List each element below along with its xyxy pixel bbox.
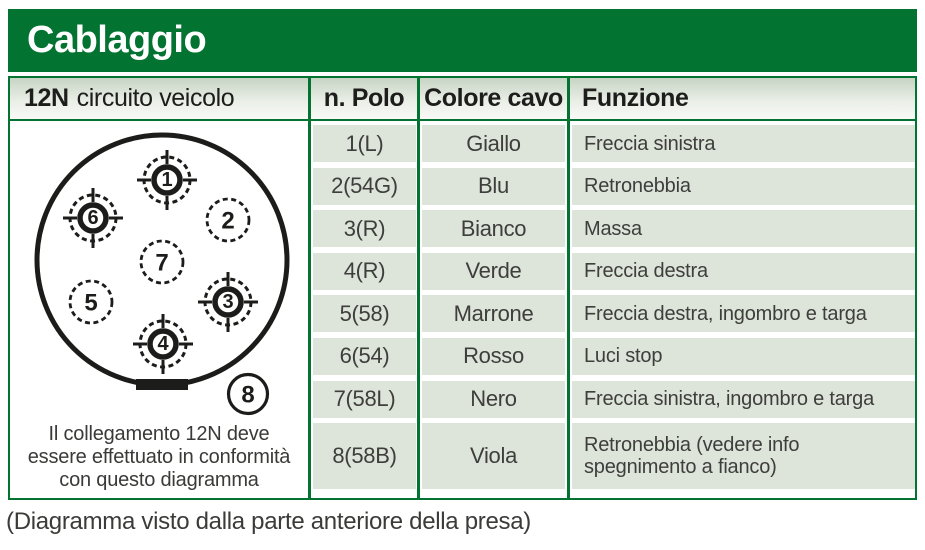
cell-text: 7(58L) — [333, 386, 396, 412]
pin-2 — [207, 199, 249, 241]
table-cell-funzione — [572, 338, 915, 375]
pin-number: 3 — [222, 291, 234, 313]
diagram-note-line: essere effettuato in conformità — [27, 446, 291, 468]
column-header-colore: Colore cavo — [424, 84, 563, 112]
pin-1 — [137, 150, 197, 210]
pin-3 — [198, 272, 258, 332]
header-circuit-code: 12N — [24, 84, 69, 112]
cell-text: 3(R) — [343, 215, 386, 241]
cell-text: 5(58) — [339, 300, 390, 326]
pin-number: 7 — [155, 249, 169, 277]
table-cell-polo — [313, 125, 416, 162]
table-cell-colore — [422, 168, 565, 205]
table-cell-funzione — [572, 253, 915, 290]
table-cell-funzione — [572, 210, 915, 247]
cell-text: Freccia sinistra — [584, 132, 716, 155]
table-cell-colore — [422, 253, 565, 290]
footer-caption: (Diagramma visto dalla parte anteriore della presa) — [6, 508, 531, 535]
pin-number: 1 — [161, 169, 173, 191]
cell-text: Bianco — [460, 215, 527, 241]
pin-6 — [63, 188, 123, 248]
cell-text: 8(58B) — [332, 443, 397, 469]
cell-text: Retronebbia (vedere info spegnimento a fianco) — [584, 434, 800, 479]
cell-text: 2(54G) — [331, 173, 398, 199]
table-cell-colore — [422, 210, 565, 247]
table-cell-polo — [313, 423, 416, 489]
table-cell-polo — [313, 210, 416, 247]
table-cell-colore — [422, 125, 565, 162]
table-cell-polo — [313, 168, 416, 205]
pin-7 — [141, 241, 183, 283]
header-circuit-label: circuito veicolo — [76, 84, 235, 112]
cell-text: Rosso — [463, 343, 524, 369]
table-cell-polo — [313, 295, 416, 332]
cell-text: Retronebbia — [584, 175, 691, 198]
cell-text: Freccia destra — [584, 260, 708, 283]
column-polo — [313, 125, 416, 489]
socket-keyway-notch — [136, 379, 188, 390]
cell-text: 6(54) — [339, 343, 390, 369]
header-circuit — [10, 78, 308, 119]
pin-number: 8 — [241, 381, 255, 409]
table-cell-funzione — [572, 168, 915, 205]
pin-number: 2 — [221, 207, 235, 235]
table-cell-polo — [313, 253, 416, 290]
cell-text: Viola — [469, 443, 518, 469]
wiring-table — [8, 76, 917, 500]
column-funzione — [572, 125, 915, 489]
cell-text: Luci stop — [584, 345, 663, 368]
cell-text: Verde — [465, 258, 522, 284]
cell-text: Nero — [470, 386, 517, 412]
pin-number: 4 — [157, 333, 169, 355]
cell-text: Freccia sinistra, ingombro e targa — [584, 388, 874, 411]
cell-text: 4(R) — [343, 258, 386, 284]
table-cell-funzione — [572, 295, 915, 332]
table-inner — [10, 78, 915, 498]
title-bar — [8, 9, 917, 72]
column-header-funzione: Funzione — [582, 84, 689, 112]
column-divider — [417, 78, 420, 498]
cell-text: Freccia destra, ingombro e targa — [584, 302, 867, 325]
cell-text: Marrone — [453, 300, 534, 326]
table-cell-colore — [422, 295, 565, 332]
table-cell-funzione — [572, 381, 915, 418]
table-cell-funzione — [572, 423, 915, 489]
connector-diagram-cell — [10, 121, 308, 498]
cell-text: Blu — [478, 173, 509, 199]
table-cell-polo — [313, 381, 416, 418]
table-cell-colore — [422, 338, 565, 375]
cell-text: Giallo — [466, 130, 521, 156]
column-divider — [308, 78, 311, 498]
column-header-polo: n. Polo — [323, 84, 405, 112]
pin-number: 5 — [84, 289, 98, 317]
diagram-note-line: con questo diagramma — [59, 469, 259, 491]
cell-text: 1(L) — [345, 130, 384, 156]
table-cell-polo — [313, 338, 416, 375]
pin-5 — [70, 281, 112, 323]
column-colore — [422, 125, 565, 489]
pin-8 — [229, 375, 268, 414]
table-cell-funzione — [572, 125, 915, 162]
diagram-note — [10, 423, 308, 492]
diagram-note-line: Il collegamento 12N deve — [48, 423, 270, 445]
connector-diagram — [10, 123, 308, 423]
cell-text: Massa — [584, 217, 642, 240]
table-cell-colore — [422, 381, 565, 418]
page-title: Cablaggio — [27, 19, 207, 61]
table-cell-colore — [422, 423, 565, 489]
pin-number: 6 — [87, 207, 99, 229]
pin-4 — [133, 314, 193, 374]
column-divider — [567, 78, 570, 498]
